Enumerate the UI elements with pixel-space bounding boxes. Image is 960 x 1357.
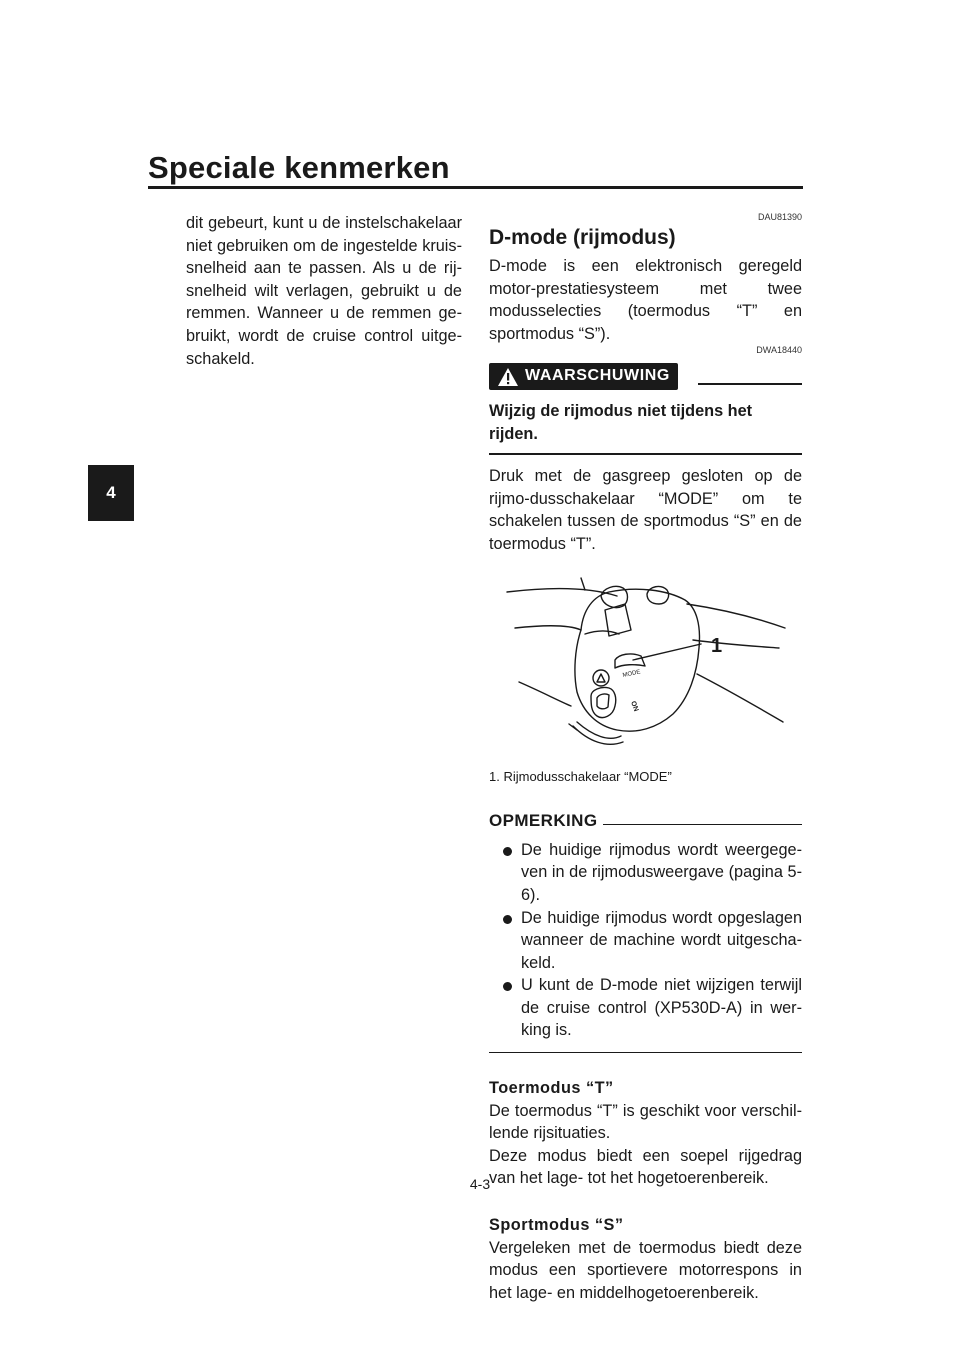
left-column-text: dit gebeurt, kunt u de instelschakelaar niet gebruiken om de ingestelde kruis-snelheid aan te passen. Als u de rij-snelheid wilt verlagen, gebruikt u de remmen. Wanneer u de remmen ge-bruikt, wordt de cruise control uitge-schakeld. [186, 214, 462, 368]
note-rule [603, 824, 802, 826]
handlebar-switch-illustration [497, 574, 797, 752]
warning-rule [698, 383, 802, 385]
list-item: De huidige rijmodus wordt opgeslagen wanneer de machine wordt uitgescha-keld. [489, 907, 802, 975]
list-item: U kunt de D-mode niet wijzigen terwijl de cruise control (XP530D-A) in wer-king is. [489, 974, 802, 1042]
page-title: Speciale kenmerken [148, 150, 450, 185]
page-number: 4-3 [469, 1176, 491, 1192]
section-heading: D-mode (rijmodus) [489, 226, 676, 249]
bullet-icon [503, 847, 512, 856]
sport-mode-text: Vergeleken met de toermodus biedt deze modus een sportievere motorrespons in het lage- en middelhogetoerenbereik. [489, 1238, 802, 1302]
tour-mode-text-2: Deze modus biedt een soepel rijgedrag van het lage- tot het hogetoerenbereik. [489, 1146, 802, 1188]
right-column [489, 212, 802, 1304]
warning-text: Wijzig de rijmodus niet tijdens het rijden. [489, 400, 802, 455]
tour-mode-heading: Toermodus “T” [489, 1079, 614, 1098]
warning-badge [489, 363, 678, 390]
title-rule [148, 186, 803, 189]
chapter-tab: 4 [88, 465, 134, 521]
warning-icon [497, 367, 519, 387]
on-switch-label: ON [629, 699, 640, 713]
bullet-icon [503, 982, 512, 991]
note-title: OPMERKING [489, 811, 598, 831]
callout-number: 1 [711, 634, 723, 657]
section-intro: D-mode is een elektronisch geregeld motor-prestatiesysteem met twee modusselecties (toermodus “T” en sportmodus “S”). [489, 257, 802, 343]
note-list [489, 839, 802, 1053]
warning-header [489, 363, 802, 390]
tour-mode-text-1: De toermodus “T” is geschikt voor verschil-lende rijsituaties. [489, 1101, 802, 1143]
section-code: DAU81390 [757, 212, 802, 222]
bullet-icon [503, 915, 512, 924]
handlebar-drawing [497, 574, 797, 752]
instruction-text: Druk met de gasgreep gesloten op de rijmo-dusschakelaar “MODE” om te schakelen tussen de sportmodus “S” en de toermodus “T”. [489, 467, 802, 553]
figure-caption: 1. Rijmodusschakelaar “MODE” [489, 768, 672, 784]
mode-switch-label: MODE [622, 668, 642, 679]
warning-label: WAARSCHUWING [525, 367, 670, 385]
list-item: De huidige rijmodus wordt weergege-ven in de rijmodusweergave (pagina 5-6). [489, 839, 802, 907]
note-header [489, 810, 802, 833]
warning-code: DWA18440 [756, 345, 802, 356]
sport-mode-heading: Sportmodus “S” [489, 1216, 624, 1235]
